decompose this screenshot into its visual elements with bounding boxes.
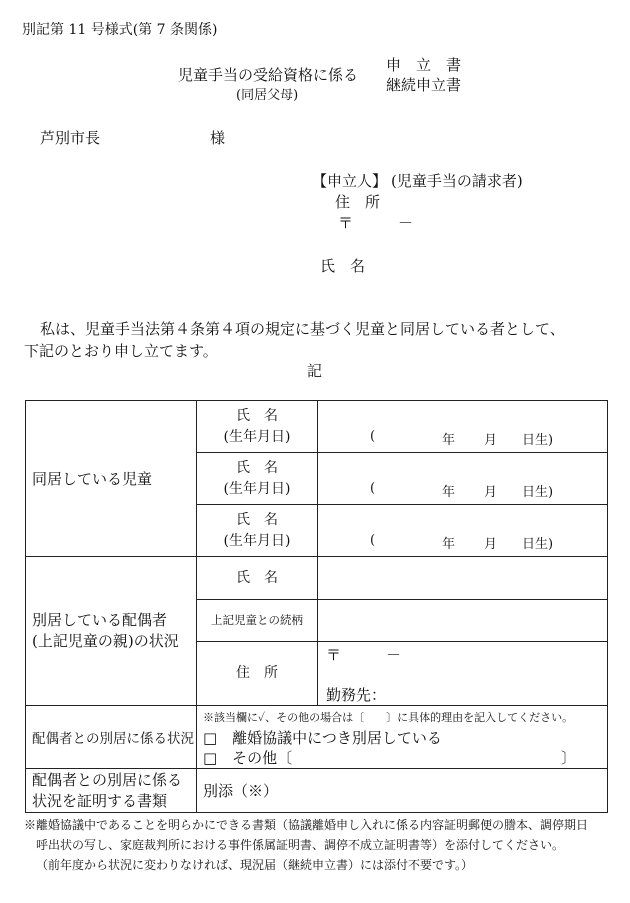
workplace-label: 勤務先： <box>326 686 387 704</box>
child-2-entry[interactable]: ( 年 月 日生) <box>318 453 608 505</box>
statement-line-2: 下記のとおり申し立てます。 <box>24 342 218 360</box>
spouse-address-label: 住 所 <box>197 642 318 706</box>
applicant-postal-mark: 〒 <box>338 214 354 232</box>
spouse-address-field[interactable] <box>318 642 608 706</box>
separation-instruction: ※該当欄に✓、その他の場合は〔 〕に具体的理由を記入してください。 <box>203 711 574 724</box>
option-other-checkbox[interactable]: □ その他〔 <box>203 749 293 767</box>
statement-line-1: 私は、児童手当法第４条第４項の規定に基づく児童と同居している者として、 <box>40 320 565 338</box>
table-row <box>26 401 608 453</box>
child-1-name-label: 氏 名 (生年月日) <box>197 401 318 453</box>
table-row <box>26 706 608 769</box>
form-type-option-petition: 申 立 書 <box>386 56 462 74</box>
table-row <box>26 769 608 813</box>
spouse-postal-dash: － <box>386 646 402 664</box>
applicant-name-label: 氏 名 <box>320 257 366 275</box>
child-3-name-label: 氏 名 (生年月日) <box>197 505 318 557</box>
proof-document-value: 別添（※） <box>197 769 608 813</box>
form-type-option-continuation: 継続申立書 <box>386 76 462 94</box>
applicant-postal-dash: － <box>398 214 414 232</box>
addressee-name: 芦別市長 <box>40 129 101 147</box>
footnote-line-1: ※離婚協議中であることを明らかにできる書類（協議離婚申し入れに係る内容証明郵便の謄本、調停期日 <box>24 818 589 832</box>
proof-document-label: 配偶者との別居に係る 状況を証明する書類 <box>26 769 197 813</box>
ki-heading: 記 <box>307 362 323 380</box>
separation-status-label: 配偶者との別居に係る状況 <box>26 706 197 769</box>
separation-status-options <box>197 706 608 769</box>
footnote-line-3: （前年度から状況に変わりなければ、現況届（継続申立書）には添付不要です。） <box>36 858 474 872</box>
child-1-entry[interactable]: ( 年 月 日生) <box>318 401 608 453</box>
footnote-line-2: 呼出状の写し、家庭裁判所における事件係属証明書、調停不成立証明書等）を添付してください。 <box>36 838 565 852</box>
applicant-heading-note: (児童手当の請求者) <box>391 172 523 190</box>
separated-spouse-label: 別居している配偶者 (上記児童の親)の状況 <box>26 557 197 706</box>
relation-label: 上記児童との続柄 <box>197 600 318 642</box>
option-other-close-bracket: 〕 <box>561 749 577 767</box>
applicant-heading: 【申立人】 <box>312 172 388 190</box>
form-number: 別記第 11 号様式(第 7 条関係) <box>22 22 218 38</box>
spouse-name-field[interactable] <box>318 557 608 600</box>
form-title: 児童手当の受給資格に係る <box>178 66 359 84</box>
child-2-name-label: 氏 名 (生年月日) <box>197 453 318 505</box>
addressee-honorific: 様 <box>210 129 226 147</box>
child-3-entry[interactable]: ( 年 月 日生) <box>318 505 608 557</box>
option-divorce-checkbox[interactable]: □ 離婚協議中につき別居している <box>203 729 442 747</box>
cohabiting-children-label: 同居している児童 <box>26 401 197 557</box>
form-subtitle: (同居父母) <box>236 88 299 103</box>
spouse-postal-mark: 〒 <box>326 646 342 664</box>
table-row <box>26 557 608 600</box>
application-table <box>25 400 608 813</box>
relation-field[interactable] <box>318 600 608 642</box>
spouse-name-label: 氏 名 <box>197 557 318 600</box>
applicant-address-label: 住 所 <box>335 193 381 211</box>
